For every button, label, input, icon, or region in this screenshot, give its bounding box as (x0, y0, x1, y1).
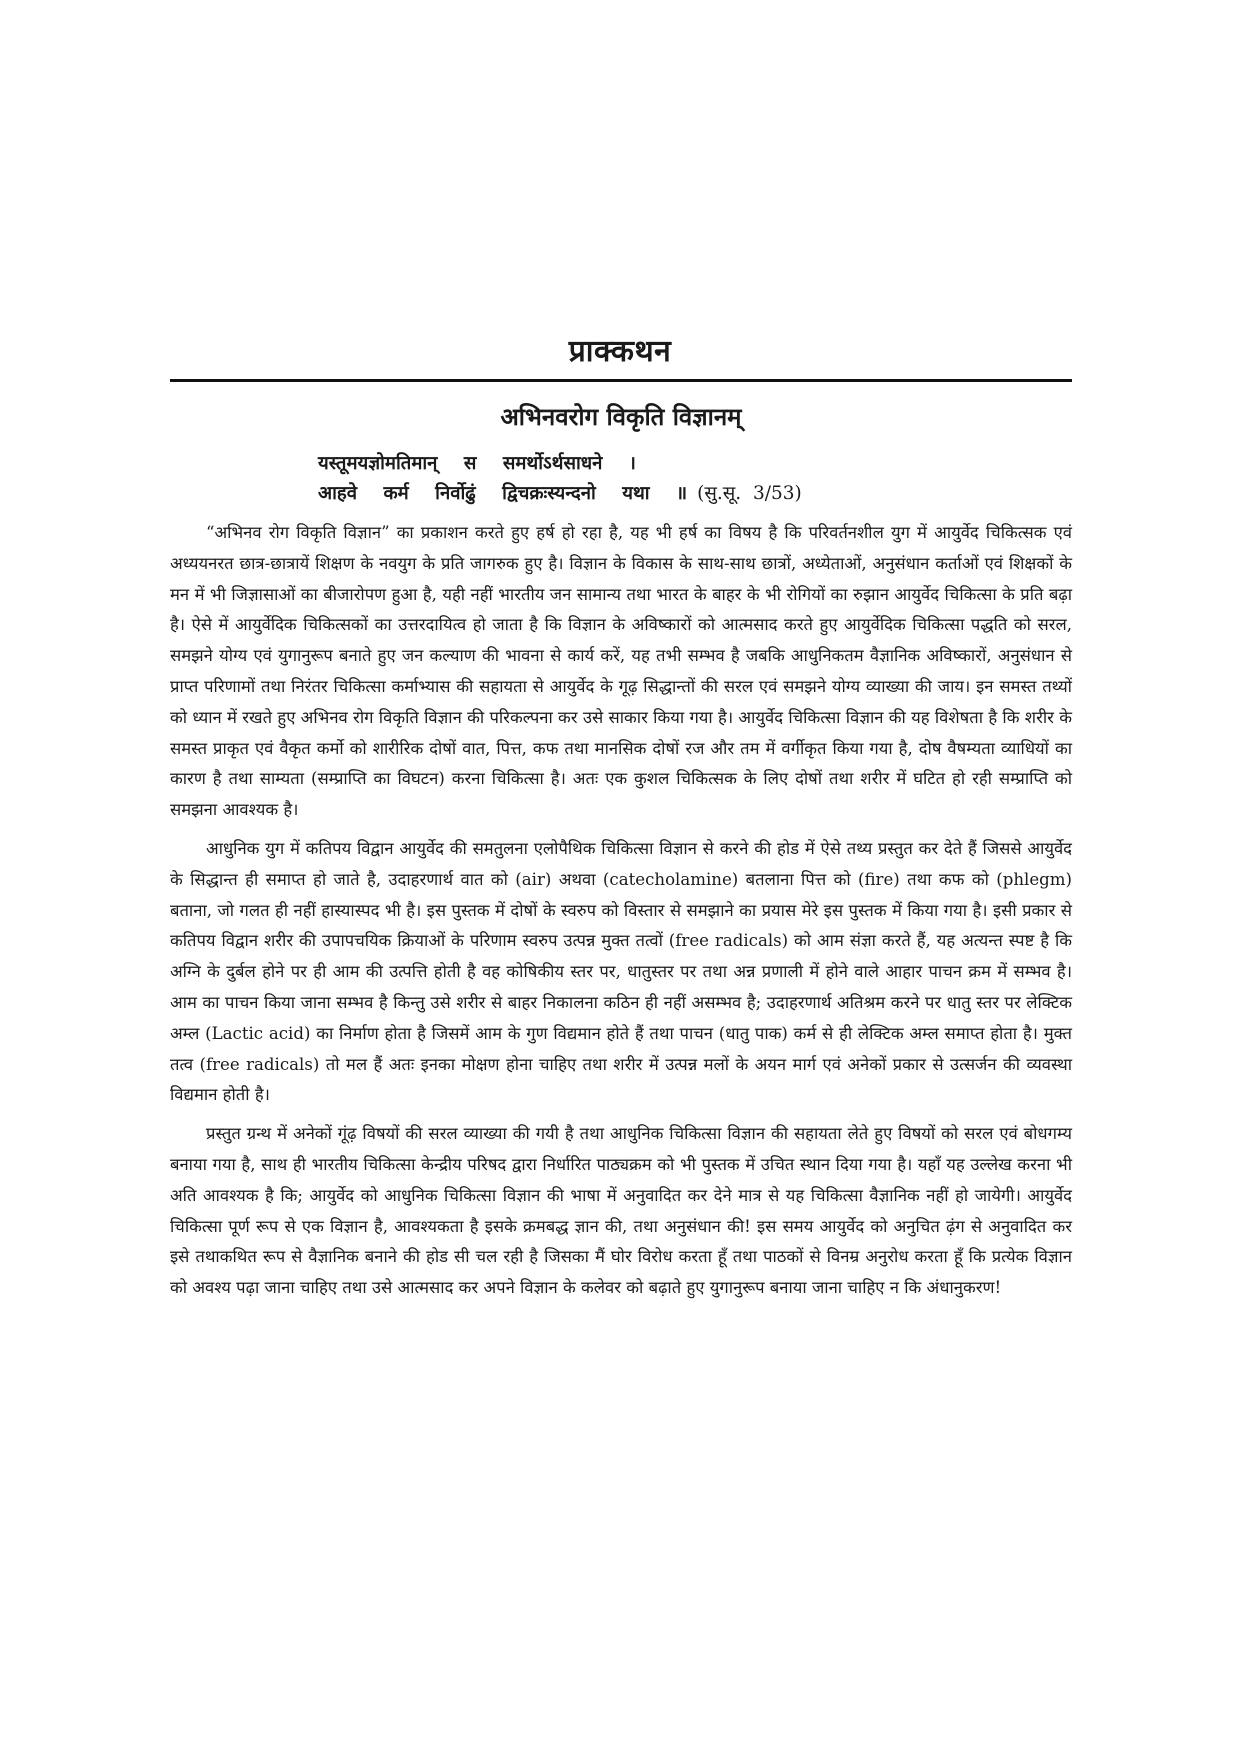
page-title: प्राक्कथन (568, 334, 672, 369)
paragraph-3: प्रस्तुत ग्रन्थ में अनेकों गूंढ़ विषयों की सरल व्याख्या की गयी है तथा आधुनिक चिकित्सा विज्ञान की सहायता लेते हुए विषयों को सरल एवं बोधगम्य बनाया गया है, साथ ही भारतीय चिकित्सा केन्द्रीय परिषद द्वारा निर्धारित पाठ्यक्रम को भी पुस्तक में उचित स्थान दिया गया है। यहाँ यह उल्लेख करना भी अति आवश्यक है कि; आयुर्वेद को आधुनिक चिकित्सा विज्ञान की भाषा में अनुवादित कर देने मात्र से यह चिकित्सा वैज्ञानिक नहीं हो जायेगी। आयुर्वेद चिकित्सा पूर्ण रूप से एक विज्ञान है, आवश्यकता है इसके क्रमबद्ध ज्ञान की, तथा अनुसंधान की! इस समय आयुर्वेद को अनुचित ढ़ंग से अनुवादित कर इसे तथाकथित रूप से वैज्ञानिक बनाने की होड सी चल रही है जिसका मैं घोर विरोध करता हूँ तथा पाठकों से विनम्र अनुरोध करता हूँ कि प्रत्येक विज्ञान को अवश्य पढ़ा जाना चाहिए तथा उसे आत्मसाद कर अपने विज्ञान के कलेवर को बढ़ाते हुए युगानुरूप बनाया जाना चाहिए न कि अंधानुकरण! (170, 1124, 1072, 1298)
verse-line-1 (318, 450, 636, 478)
title-divider (170, 379, 1072, 382)
body-text (170, 518, 1072, 1312)
verse-line-2 (318, 480, 802, 508)
verse-line-1-text: यस्तूमयज्ञोमतिमान् स समर्थोऽर्थसाधने । (318, 453, 636, 474)
paragraph-2: आधुनिक युग में कतिपय विद्वान आयुर्वेद की समतुलना एलोपैथिक चिकित्सा विज्ञान से करने की होड में ऐसे तथ्य प्रस्तुत कर देते हैं जिससे आयुर्वेद के सिद्धान्त ही समाप्त हो जाते है, उदाहरणार्थ वात को (air) अथवा (catecholamine) बतलाना पित्त को (fire) तथा कफ को (phlegm) बताना, जो गलत ही नहीं हास्यास्पद भी है। इस पुस्तक में दोषों के स्वरुप को विस्तार से समझाने का प्रयास मेरे इस पुस्तक में किया गया है। इसी प्रकार से कतिपय विद्वान शरीर की उपापचयिक क्रियाओं के परिणाम स्वरुप उत्पन्न मुक्त तत्वों (free radicals) को आम संज्ञा करते हैं, यह अत्यन्त स्पष्ट है कि अग्नि के दुर्बल होने पर ही आम की उत्पत्ति होती है वह कोषिकीय स्तर पर, धातुस्तर पर तथा अन्न प्रणाली में होने वाले आहार पाचन क्रम में सम्भव है। आम का पाचन किया जाना सम्भव है किन्तु उसे शरीर से बाहर निकालना कठिन ही नहीं असम्भव है; उदाहरणार्थ अतिश्रम करने पर धातु स्तर पर लेक्टिक अम्ल (Lactic acid) का निर्माण होता है जिसमें आम के गुण विद्यमान होते हैं तथा पाचन (धातु पाक) कर्म से ही लेक्टिक अम्ल समाप्त होता है। मुक्त तत्व (free radicals) तो मल हैं अतः इनका मोक्षण होना चाहिए तथा शरीर में उत्पन्न मलों के अयन मार्ग एवं अनेकों प्रकार से उत्सर्जन की व्यवस्था विद्यमान होती है। (170, 838, 1072, 1105)
paragraph-1: “अभिनव रोग विकृति विज्ञान” का प्रकाशन करते हुए हर्ष हो रहा है, यह भी हर्ष का विषय है कि परिवर्तनशील युग में आयुर्वेद चिकित्सक एवं अध्ययनरत छात्र-छात्रायें शिक्षण के नवयुग के प्रति जागरुक हुए है। विज्ञान के विकास के साथ-साथ छात्रों, अध्येताओं, अनुसंधान कर्ताओं एवं शिक्षकों के मन में भी जिज्ञासाओं का बीजारोपण हुआ है, यही नहीं भारतीय जन सामान्य तथा भारत के बाहर के भी रोगियों का रुझान आयुर्वेद चिकित्सा के प्रति बढ़ा है। ऐसे में आयुर्वेदिक चिकित्सकों का उत्तरदायित्व हो जाता है कि विज्ञान के अविष्कारों को आत्मसाद करते हुए आयुर्वेदिक चिकित्सा पद्धति को सरल, समझने योग्य एवं युगानुरूप बनाते हुए जन कल्याण की भावना से कार्य करें, यह तभी सम्भव है जबकि आधुनिकतम वैज्ञानिक अविष्कारों, अनुसंधान से प्राप्त परिणामों तथा निरंतर चिकित्सा कर्माभ्यास की सहायता से आयुर्वेद के गूढ़ सिद्धान्तों की सरल एवं समझने योग्य व्याख्या की जाय। इन समस्त तथ्यों को ध्यान में रखते हुए अभिनव रोग विकृति विज्ञान की परिकल्पना कर उसे साकार किया गया है। आयुर्वेद चिकित्सा विज्ञान की यह विशेषता है कि शरीर के समस्त प्राकृत एवं वैकृत कर्मो को शारीरिक दोषों वात, पित्त, कफ तथा मानसिक दोषों रज और तम में वर्गीकृत किया गया है, दोष वैषम्यता व्याधियों का कारण है तथा साम्यता (सम्प्राप्ति का विघटन) करना चिकित्सा है। अतः एक कुशल चिकित्सक के लिए दोषों तथा शरीर में घटित हो रही सम्प्राप्ति को समझना आवश्यक है। (170, 523, 1072, 820)
verse-reference: (सु.सू. 3/53) (697, 483, 802, 504)
page-subtitle: अभिनवरोग विकृति विज्ञानम् (500, 403, 742, 431)
verse-line-2-text: आहवे कर्म निर्वोढुं द्विचक्रःस्यन्दनो यथा ॥ (318, 483, 688, 504)
